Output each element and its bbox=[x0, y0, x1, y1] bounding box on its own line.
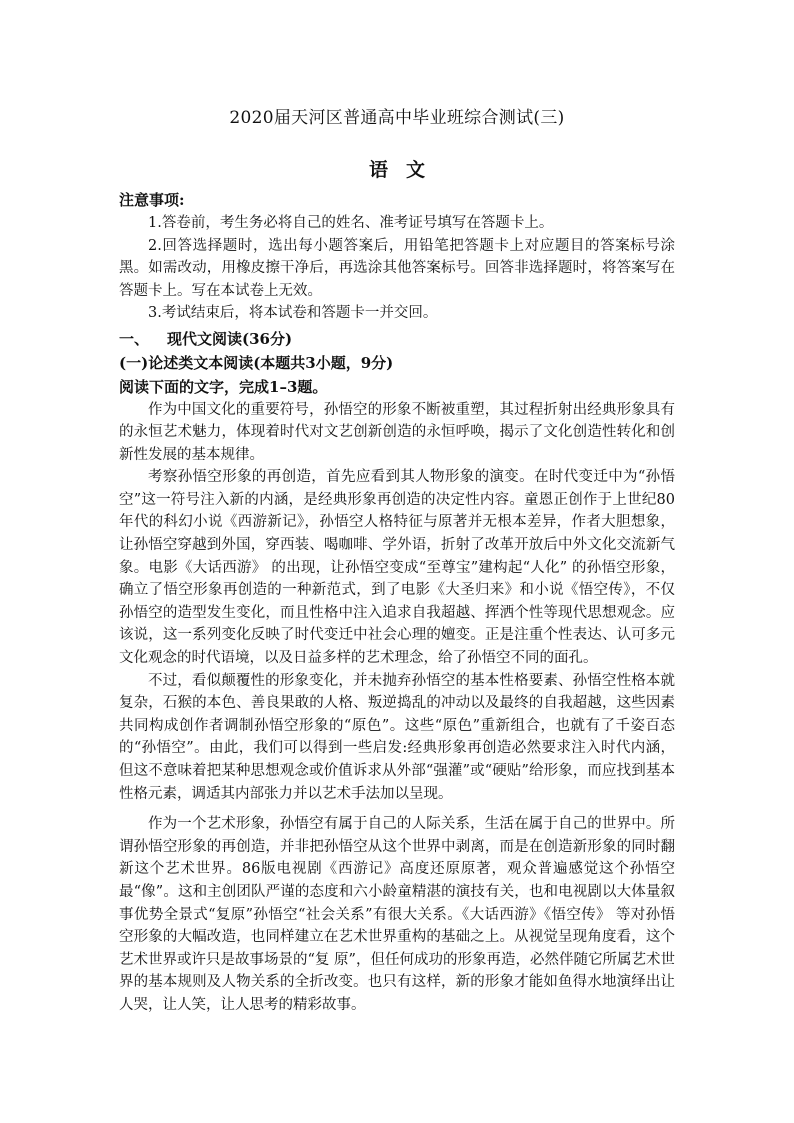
passage-paragraph-3: 不过，看似颠覆性的形象变化，并未抛弃孙悟空的基本性格要素、孙悟空性格本就复杂，石猴的本色、善良果敢的人格、叛逆捣乱的冲动以及最终的自我超越，这些因素共同构成创作者调制孙悟空形象的“原色”。这些“原色”重新组合，也就有了千姿百态的“孙悟空”。由此，我们可以得到一些启发:经典形象再创造必然要求注入时代内涵，但这不意味着把某种思想观念或价值诉求从外部“强灌”或“硬贴”给形象，而应找到基本性格元素，调适其内部张力并以艺术手法加以呈现。 bbox=[119, 672, 675, 802]
passage-paragraph-4: 作为一个艺术形象，孙悟空有属于自己的人际关系，生活在属于自己的世界中。所谓孙悟空形象的再创造，并非把孙悟空从这个世界中剥离，而是在创造新形象的同时翻新这个艺术世界。86版电视剧《西游记》高度还原原著，观众普遍感觉这个孙悟空最“像”。这和主创团队严谨的态度和六小龄童精湛的演技有关，也和电视剧以大体量叙事优势全景式“复原”孙悟空“社会关系”有很大关系。《大话西游》《悟空传》 等对孙悟空形象的大幅改造，也同样建立在艺术世界重构的基础之上。从视觉呈现角度看，这个艺术世界或许只是故事场景的“复 原”，但任何成功的形象再造，必然伴随它所属艺术世界的基本规则及人物关系的全折改变。也只有这样，新的形象才能如鱼得水地演绎出让人哭，让人笑，让人思考的精彩故事。 bbox=[119, 816, 675, 1013]
section-title: 现代文阅读(36分) bbox=[167, 329, 293, 348]
notice-item-3: 3.考试结束后，将本试卷和答题卡一并交回。 bbox=[148, 305, 438, 321]
reading-instruction: 阅读下面的文字，完成1–3题。 bbox=[119, 377, 328, 396]
section-heading bbox=[119, 327, 675, 351]
notice-heading: 注意事项: bbox=[119, 191, 185, 209]
passage-paragraph-1: 作为中国文化的重要符号，孙悟空的形象不断被重塑，其过程折射出经典形象具有的永恒艺术魅力，体现着时代对文艺创新创造的永恒呼唤，揭示了文化创造性转化和创新性发展的基本规律。 bbox=[119, 401, 675, 463]
subsection-heading: (一)论述类文本阅读(本题共3小题，9分) bbox=[119, 353, 394, 372]
exam-page bbox=[119, 104, 675, 1017]
notice-item-2: 2.回答选择题时，选出每小题答案后，用铅笔把答题卡上对应题目的答案标号涂黑。如需改动，用橡皮擦干净后，再选涂其他答案标号。回答非选择题时，将答案写在答题卡上。写在本试卷上无效。 bbox=[119, 237, 675, 299]
section-number: 一、 bbox=[119, 329, 150, 348]
passage-paragraph-2: 考察孙悟空形象的再创造，首先应看到其人物形象的演变。在时代变迁中为“孙悟空”这一符号注入新的内涵，是经典形象再创造的决定性内容。童恩正创作于上世纪80年代的科幻小说《西游新记》，孙悟空人格特征与原著并无根本差异，作者大胆想象，让孙悟空穿越到外国，穿西装、喝咖啡、学外语，折射了改革开放后中外文化交流新气象。电影《大话西游》 的出现，让孙悟空变成“至尊宝”建构起“人化” 的孙悟空形象，确立了悟空形象再创造的一种新范式，到了电影《大圣归来》和小说《悟空传》，不仅孙悟空的造型发生变化，而且性格中注入追求自我超越、挥洒个性等现代思想观念。应该说，这一系列变化反映了时代变迁中社会心理的嬗变。正是注重个性表达、认可多元文化观念的时代语境，以及日益多样的艺术理念，给了孙悟空不同的面孔。 bbox=[119, 469, 675, 667]
exam-title: 2020届天河区普通高中毕业班综合测试(三) bbox=[229, 108, 565, 128]
notice-item-1: 1.答卷前，考生务必将自己的姓名、准考证号填写在答题卡上。 bbox=[148, 215, 554, 231]
subject-title: 语文 bbox=[368, 159, 443, 181]
paragraph-gap bbox=[119, 805, 675, 813]
